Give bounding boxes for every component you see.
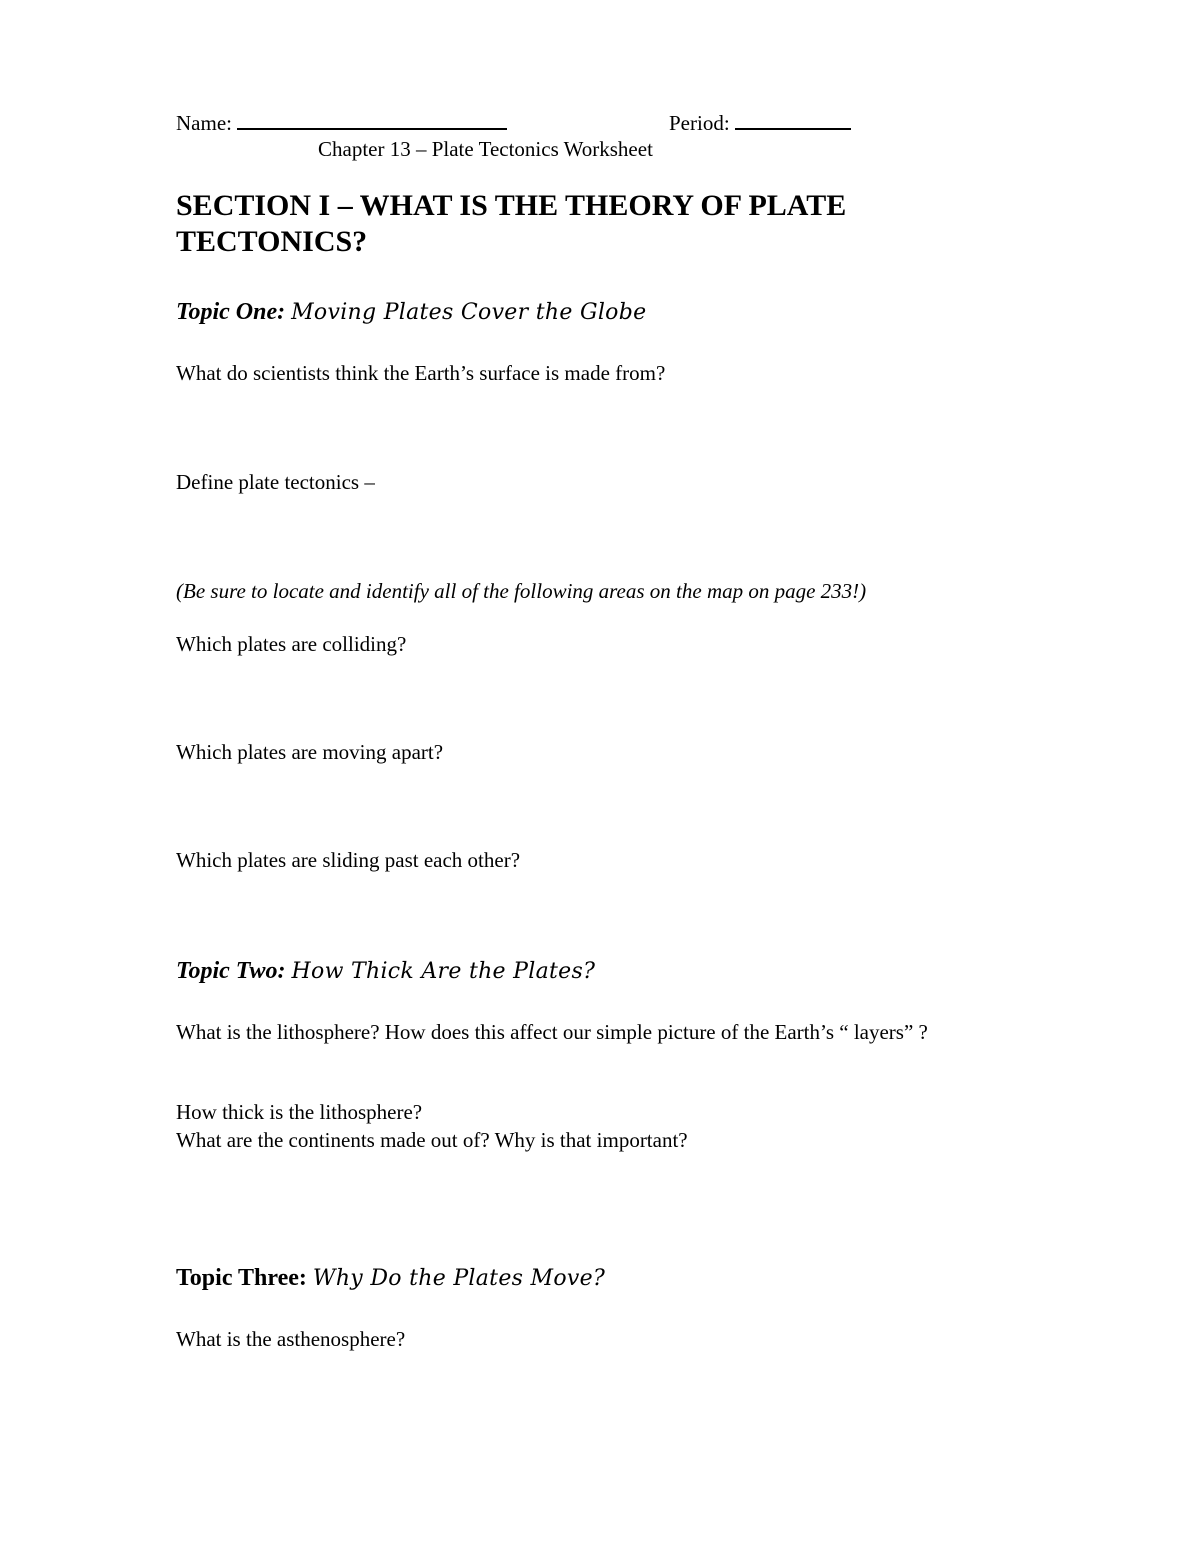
name-blank[interactable] — [237, 108, 507, 130]
topic-one-question-4: Which plates are moving apart? — [176, 740, 444, 764]
name-label: Name: — [176, 111, 232, 135]
period-line — [669, 108, 851, 137]
topic-one-question-1: What do scientists think the Earth’s surface is made from? — [176, 361, 666, 385]
topic-three-label: Topic Three: — [176, 1265, 307, 1291]
period-blank[interactable] — [735, 108, 851, 130]
topic-two-title: How Thick Are the Plates? — [291, 959, 596, 984]
period-label: Period: — [669, 111, 730, 135]
topic-two-question-1: What is the lithosphere? How does this affect our simple picture of the Earth’s “ layers” ? — [176, 1020, 928, 1044]
topic-one-label: Topic One: — [176, 299, 286, 325]
topic-three-title: Why Do the Plates Move? — [312, 1266, 606, 1291]
topic-three-heading — [176, 1263, 605, 1294]
topic-three-question-1: What is the asthenosphere? — [176, 1327, 406, 1351]
topic-two-question-3: What are the continents made out of? Why is that important? — [176, 1128, 688, 1152]
topic-two-label: Topic Two: — [176, 958, 286, 984]
topic-one-heading — [176, 297, 646, 328]
topic-two-question-2: How thick is the lithosphere? — [176, 1100, 423, 1124]
worksheet-subtitle: Chapter 13 – Plate Tectonics Worksheet — [318, 137, 653, 161]
topic-two-heading — [176, 956, 595, 987]
topic-one-title: Moving Plates Cover the Globe — [291, 300, 647, 325]
map-note: (Be sure to locate and identify all of the following areas on the map on page 233!) — [176, 579, 867, 603]
topic-one-question-5: Which plates are sliding past each other? — [176, 848, 521, 872]
section-heading: SECTION I – WHAT IS THE THEORY OF PLATE TECTONICS? — [176, 189, 847, 258]
topic-one-question-2: Define plate tectonics – — [176, 470, 375, 494]
name-line — [176, 108, 507, 137]
topic-one-question-3: Which plates are colliding? — [176, 632, 407, 656]
